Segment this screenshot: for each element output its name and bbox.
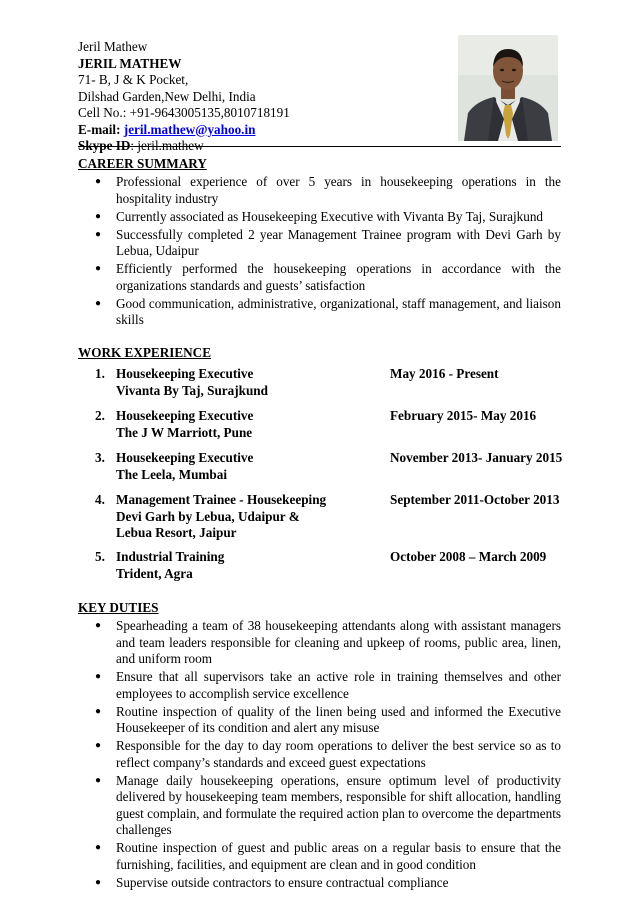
list-item-text: Routine inspection of quality of the linen being used and informed the Executive Housekeeper of its condition and alert any misuse [116, 703, 561, 735]
profile-photo [458, 35, 558, 141]
email-row [78, 122, 448, 139]
list-item-text: Supervise outside contractors to ensure contractual compliance [116, 874, 449, 890]
list-item [78, 174, 561, 207]
job-entry [78, 549, 561, 591]
bullet-icon: ● [95, 228, 102, 240]
bullet-icon: ● [95, 297, 102, 309]
job-role: Housekeeping Executive [116, 366, 254, 381]
job-number: 5. [95, 549, 105, 564]
header-divider [78, 146, 561, 147]
key-duties-list [78, 618, 561, 893]
list-item-text: Efficiently performed the housekeeping operations in accordance with the organizations standards and guests’ satisfaction [116, 261, 561, 293]
bullet-icon: ● [95, 671, 102, 682]
email-label: E-mail: [78, 121, 121, 137]
bullet-icon: ● [95, 774, 102, 786]
career-summary-list [78, 174, 561, 330]
name-plain: Jeril Mathew [78, 39, 148, 54]
list-item [78, 773, 561, 839]
list-item [78, 704, 561, 737]
job-entry [78, 450, 561, 492]
list-item-text: Manage daily housekeeping operations, ensure optimum level of productivity delivered by housekeeping team members, responsible for shift allocation, handling guest complain, and formulate the required action plan to overcome the departments challenges [116, 772, 561, 837]
job-place: Vivanta By Taj, Surajkund [116, 382, 268, 398]
cell-number: Cell No.: +91-9643005135,8010718191 [78, 105, 290, 120]
list-item [78, 738, 561, 771]
list-item-text: Ensure that all supervisors take an active role in training themselves and other employees to accomplish service excellence [116, 669, 561, 701]
job-role: Management Trainee - Housekeeping [116, 492, 327, 507]
bullet-icon: ● [95, 210, 102, 222]
bullet-icon: ● [95, 876, 102, 888]
job-place: The Leela, Mumbai [116, 466, 227, 482]
list-item-text: Responsible for the day to day room operations to deliver the best service so as to reflect company’s standards and exceed guest expectations [116, 738, 561, 770]
job-number: 4. [95, 492, 105, 507]
name-caps: JERIL MATHEW [78, 55, 182, 71]
skype-id: : jeril.mathew [130, 138, 204, 153]
bullet-icon: ● [95, 620, 102, 631]
job-dates: September 2011-October 2013 [390, 492, 560, 507]
work-experience-list [78, 366, 561, 591]
bullet-icon: ● [95, 740, 102, 751]
list-item [78, 261, 561, 294]
job-details [116, 492, 386, 542]
list-item [78, 840, 561, 873]
job-dates: October 2008 – March 2009 [390, 549, 547, 564]
job-details [116, 366, 386, 399]
job-place-secondary: Lebua Resort, Jaipur [116, 525, 237, 540]
job-role: Housekeeping Executive [116, 450, 254, 465]
profile-photo-drawing [458, 35, 558, 141]
bullet-icon: ● [95, 842, 102, 853]
address-line-2: Dilshad Garden,New Delhi, India [78, 88, 256, 104]
job-place: Trident, Agra [116, 565, 193, 581]
job-place: The J W Marriott, Pune [116, 424, 253, 440]
list-item [78, 296, 561, 329]
job-role: Industrial Training [116, 549, 225, 564]
skype-label: Skype ID [78, 138, 131, 153]
email-link[interactable]: jeril.mathew@yahoo.in [123, 121, 256, 137]
job-dates: May 2016 - Present [390, 366, 499, 381]
list-item [78, 209, 561, 226]
job-number: 2. [95, 408, 105, 423]
list-item [78, 618, 561, 668]
career-summary-heading: CAREER SUMMARY [78, 156, 207, 171]
contact-header [78, 39, 448, 155]
list-item [78, 669, 561, 702]
work-experience-heading: WORK EXPERIENCE [78, 345, 211, 360]
list-item-text: Successfully completed 2 year Management Trainee program with Devi Garh by Lebua, Udaipur [116, 226, 561, 258]
job-number: 3. [95, 450, 105, 465]
job-details [116, 408, 386, 441]
job-entry [78, 408, 561, 450]
job-entry [78, 366, 561, 408]
key-duties-heading: KEY DUTIES [78, 600, 159, 615]
job-details [116, 549, 386, 582]
bullet-icon: ● [95, 705, 102, 717]
job-role: Housekeeping Executive [116, 408, 254, 423]
job-number: 1. [95, 366, 105, 381]
list-item-text: Routine inspection of guest and public areas on a regular basis to ensure that the furnishing, facilities, and equipment are clean and in good condition [116, 840, 561, 872]
list-item-text: Good communication, administrative, organizational, staff management, and liaison skills [116, 295, 561, 327]
job-details [116, 450, 386, 483]
bullet-icon: ● [95, 263, 102, 274]
job-dates: November 2013- January 2015 [390, 450, 563, 465]
list-item-text: Professional experience of over 5 years in housekeeping operations in the hospitality industry [116, 174, 561, 206]
job-entry [78, 492, 561, 549]
job-place: Devi Garh by Lebua, Udaipur & [116, 508, 300, 524]
bullet-icon: ● [95, 176, 102, 187]
list-item-text: Spearheading a team of 38 housekeeping attendants along with assistant managers and team leaders responsible for cleaning and upkeep of rooms, public area, linen, and uniform room [116, 618, 561, 666]
list-item [78, 875, 561, 892]
job-dates: February 2015- May 2016 [390, 408, 537, 423]
list-item [78, 227, 561, 260]
address-line-1: 71- B, J & K Pocket, [78, 72, 189, 87]
list-item-text: Currently associated as Housekeeping Executive with Vivanta By Taj, Surajkund [116, 208, 544, 224]
